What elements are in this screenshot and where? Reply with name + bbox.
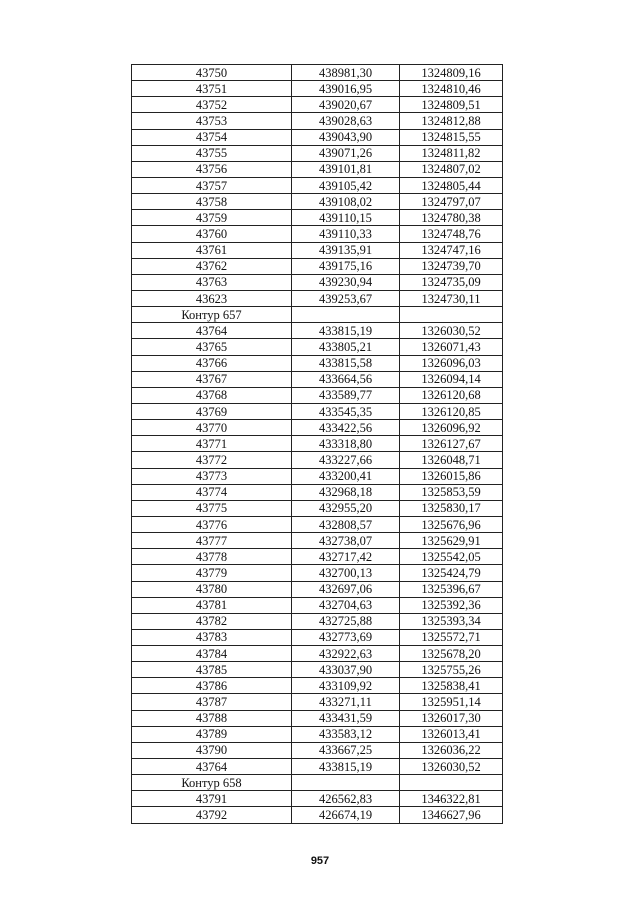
table-row — [132, 65, 503, 81]
x-coordinate-cell: 432968,18 — [292, 484, 400, 500]
y-coordinate-cell: 1346322,81 — [400, 791, 503, 807]
table-row — [132, 97, 503, 113]
y-coordinate-cell: 1324807,02 — [400, 161, 503, 177]
point-id-cell: 43790 — [132, 742, 292, 758]
y-coordinate-cell: 1326013,41 — [400, 726, 503, 742]
point-id-cell: 43750 — [132, 65, 292, 81]
point-id-cell: 43764 — [132, 323, 292, 339]
point-id-cell: 43788 — [132, 710, 292, 726]
x-coordinate-cell: 432697,06 — [292, 581, 400, 597]
x-coordinate-cell: 432738,07 — [292, 533, 400, 549]
y-coordinate-cell: 1326048,71 — [400, 452, 503, 468]
x-coordinate-cell: 432922,63 — [292, 646, 400, 662]
point-id-cell: 43752 — [132, 97, 292, 113]
y-coordinate-cell: 1326096,03 — [400, 355, 503, 371]
y-coordinate-cell: 1324739,70 — [400, 258, 503, 274]
point-id-cell: 43784 — [132, 646, 292, 662]
point-id-cell: 43772 — [132, 452, 292, 468]
x-coordinate-cell: 432773,69 — [292, 629, 400, 645]
table-row — [132, 177, 503, 193]
table-row — [132, 387, 503, 403]
x-coordinate-cell: 439110,33 — [292, 226, 400, 242]
y-coordinate-cell: 1324809,51 — [400, 97, 503, 113]
table-row — [132, 194, 503, 210]
y-coordinate-cell: 1324810,46 — [400, 81, 503, 97]
table-row — [132, 210, 503, 226]
table-row — [132, 452, 503, 468]
y-coordinate-cell: 1326127,67 — [400, 436, 503, 452]
y-coordinate-cell: 1325392,36 — [400, 597, 503, 613]
table-row — [132, 646, 503, 662]
empty-cell — [292, 775, 400, 791]
x-coordinate-cell: 439253,67 — [292, 290, 400, 306]
table-row — [132, 500, 503, 516]
y-coordinate-cell: 1325629,91 — [400, 533, 503, 549]
point-id-cell: 43774 — [132, 484, 292, 500]
x-coordinate-cell: 432704,63 — [292, 597, 400, 613]
table-row — [132, 129, 503, 145]
point-id-cell: 43753 — [132, 113, 292, 129]
point-id-cell: 43778 — [132, 549, 292, 565]
y-coordinate-cell: 1324748,76 — [400, 226, 503, 242]
table-row — [132, 468, 503, 484]
y-coordinate-cell: 1324747,16 — [400, 242, 503, 258]
x-coordinate-cell: 432725,88 — [292, 613, 400, 629]
x-coordinate-cell: 433431,59 — [292, 710, 400, 726]
x-coordinate-cell: 432808,57 — [292, 516, 400, 532]
y-coordinate-cell: 1346627,96 — [400, 807, 503, 823]
point-id-cell: 43792 — [132, 807, 292, 823]
table-row — [132, 662, 503, 678]
y-coordinate-cell: 1324730,11 — [400, 290, 503, 306]
table-row — [132, 420, 503, 436]
table-row — [132, 581, 503, 597]
x-coordinate-cell: 433109,92 — [292, 678, 400, 694]
empty-cell — [400, 775, 503, 791]
table-row — [132, 371, 503, 387]
y-coordinate-cell: 1324780,38 — [400, 210, 503, 226]
table-row — [132, 791, 503, 807]
y-coordinate-cell: 1326094,14 — [400, 371, 503, 387]
x-coordinate-cell: 433422,56 — [292, 420, 400, 436]
point-id-cell: 43760 — [132, 226, 292, 242]
y-coordinate-cell: 1325951,14 — [400, 694, 503, 710]
contour-label: Контур 658 — [132, 775, 292, 791]
point-id-cell: 43780 — [132, 581, 292, 597]
table-row — [132, 759, 503, 775]
coordinates-table-body — [132, 65, 503, 824]
x-coordinate-cell: 439020,67 — [292, 97, 400, 113]
point-id-cell: 43779 — [132, 565, 292, 581]
y-coordinate-cell: 1324815,55 — [400, 129, 503, 145]
x-coordinate-cell: 433318,80 — [292, 436, 400, 452]
point-id-cell: 43763 — [132, 274, 292, 290]
table-row — [132, 161, 503, 177]
point-id-cell: 43761 — [132, 242, 292, 258]
y-coordinate-cell: 1324797,07 — [400, 194, 503, 210]
point-id-cell: 43755 — [132, 145, 292, 161]
point-id-cell: 43765 — [132, 339, 292, 355]
x-coordinate-cell: 433037,90 — [292, 662, 400, 678]
point-id-cell: 43762 — [132, 258, 292, 274]
x-coordinate-cell: 439175,16 — [292, 258, 400, 274]
x-coordinate-cell: 439108,02 — [292, 194, 400, 210]
y-coordinate-cell: 1325572,71 — [400, 629, 503, 645]
contour-label: Контур 657 — [132, 307, 292, 323]
coordinates-table — [131, 64, 503, 824]
point-id-cell: 43782 — [132, 613, 292, 629]
point-id-cell: 43771 — [132, 436, 292, 452]
table-row — [132, 516, 503, 532]
x-coordinate-cell: 433815,19 — [292, 759, 400, 775]
point-id-cell: 43787 — [132, 694, 292, 710]
contour-header-row — [132, 775, 503, 791]
y-coordinate-cell: 1325542,05 — [400, 549, 503, 565]
point-id-cell: 43768 — [132, 387, 292, 403]
table-row — [132, 274, 503, 290]
point-id-cell: 43756 — [132, 161, 292, 177]
table-row — [132, 694, 503, 710]
table-row — [132, 81, 503, 97]
point-id-cell: 43758 — [132, 194, 292, 210]
table-row — [132, 258, 503, 274]
table-row — [132, 629, 503, 645]
point-id-cell: 43786 — [132, 678, 292, 694]
y-coordinate-cell: 1326030,52 — [400, 759, 503, 775]
point-id-cell: 43759 — [132, 210, 292, 226]
y-coordinate-cell: 1326036,22 — [400, 742, 503, 758]
point-id-cell: 43764 — [132, 759, 292, 775]
point-id-cell: 43766 — [132, 355, 292, 371]
table-row — [132, 403, 503, 419]
point-id-cell: 43767 — [132, 371, 292, 387]
table-row — [132, 339, 503, 355]
contour-header-row — [132, 307, 503, 323]
y-coordinate-cell: 1326071,43 — [400, 339, 503, 355]
y-coordinate-cell: 1324809,16 — [400, 65, 503, 81]
y-coordinate-cell: 1325830,17 — [400, 500, 503, 516]
x-coordinate-cell: 433805,21 — [292, 339, 400, 355]
table-row — [132, 565, 503, 581]
y-coordinate-cell: 1325424,79 — [400, 565, 503, 581]
point-id-cell: 43781 — [132, 597, 292, 613]
table-row — [132, 484, 503, 500]
y-coordinate-cell: 1324735,09 — [400, 274, 503, 290]
y-coordinate-cell: 1326120,68 — [400, 387, 503, 403]
y-coordinate-cell: 1325676,96 — [400, 516, 503, 532]
table-row — [132, 710, 503, 726]
point-id-cell: 43757 — [132, 177, 292, 193]
table-row — [132, 678, 503, 694]
empty-cell — [292, 307, 400, 323]
table-row — [132, 113, 503, 129]
x-coordinate-cell: 439071,26 — [292, 145, 400, 161]
x-coordinate-cell: 439105,42 — [292, 177, 400, 193]
table-row — [132, 597, 503, 613]
table-row — [132, 726, 503, 742]
y-coordinate-cell: 1324811,82 — [400, 145, 503, 161]
y-coordinate-cell: 1326120,85 — [400, 403, 503, 419]
table-row — [132, 242, 503, 258]
point-id-cell: 43775 — [132, 500, 292, 516]
table-row — [132, 742, 503, 758]
table-row — [132, 145, 503, 161]
table-row — [132, 807, 503, 823]
point-id-cell: 43623 — [132, 290, 292, 306]
y-coordinate-cell: 1325678,20 — [400, 646, 503, 662]
point-id-cell: 43751 — [132, 81, 292, 97]
x-coordinate-cell: 433589,77 — [292, 387, 400, 403]
x-coordinate-cell: 439110,15 — [292, 210, 400, 226]
page-number: 957 — [310, 855, 330, 867]
y-coordinate-cell: 1326015,86 — [400, 468, 503, 484]
table-row — [132, 323, 503, 339]
y-coordinate-cell: 1326096,92 — [400, 420, 503, 436]
x-coordinate-cell: 432717,42 — [292, 549, 400, 565]
x-coordinate-cell: 439135,91 — [292, 242, 400, 258]
point-id-cell: 43770 — [132, 420, 292, 436]
table-row — [132, 226, 503, 242]
point-id-cell: 43773 — [132, 468, 292, 484]
x-coordinate-cell: 433200,41 — [292, 468, 400, 484]
point-id-cell: 43777 — [132, 533, 292, 549]
table-row — [132, 549, 503, 565]
y-coordinate-cell: 1325396,67 — [400, 581, 503, 597]
point-id-cell: 43769 — [132, 403, 292, 419]
point-id-cell: 43776 — [132, 516, 292, 532]
point-id-cell: 43783 — [132, 629, 292, 645]
x-coordinate-cell: 438981,30 — [292, 65, 400, 81]
y-coordinate-cell: 1325853,59 — [400, 484, 503, 500]
y-coordinate-cell: 1325393,34 — [400, 613, 503, 629]
x-coordinate-cell: 439230,94 — [292, 274, 400, 290]
x-coordinate-cell: 433583,12 — [292, 726, 400, 742]
table-row — [132, 613, 503, 629]
x-coordinate-cell: 439028,63 — [292, 113, 400, 129]
table-row — [132, 290, 503, 306]
y-coordinate-cell: 1325838,41 — [400, 678, 503, 694]
x-coordinate-cell: 433227,66 — [292, 452, 400, 468]
x-coordinate-cell: 433815,58 — [292, 355, 400, 371]
y-coordinate-cell: 1326017,30 — [400, 710, 503, 726]
x-coordinate-cell: 433664,56 — [292, 371, 400, 387]
point-id-cell: 43754 — [132, 129, 292, 145]
x-coordinate-cell: 433271,11 — [292, 694, 400, 710]
table-row — [132, 533, 503, 549]
table-row — [132, 436, 503, 452]
point-id-cell: 43789 — [132, 726, 292, 742]
table-row — [132, 355, 503, 371]
point-id-cell: 43785 — [132, 662, 292, 678]
x-coordinate-cell: 432955,20 — [292, 500, 400, 516]
x-coordinate-cell: 433667,25 — [292, 742, 400, 758]
x-coordinate-cell: 432700,13 — [292, 565, 400, 581]
x-coordinate-cell: 439043,90 — [292, 129, 400, 145]
x-coordinate-cell: 426674,19 — [292, 807, 400, 823]
y-coordinate-cell: 1324812,88 — [400, 113, 503, 129]
y-coordinate-cell: 1324805,44 — [400, 177, 503, 193]
y-coordinate-cell: 1326030,52 — [400, 323, 503, 339]
point-id-cell: 43791 — [132, 791, 292, 807]
x-coordinate-cell: 433815,19 — [292, 323, 400, 339]
x-coordinate-cell: 433545,35 — [292, 403, 400, 419]
y-coordinate-cell: 1325755,26 — [400, 662, 503, 678]
x-coordinate-cell: 439016,95 — [292, 81, 400, 97]
x-coordinate-cell: 439101,81 — [292, 161, 400, 177]
x-coordinate-cell: 426562,83 — [292, 791, 400, 807]
empty-cell — [400, 307, 503, 323]
